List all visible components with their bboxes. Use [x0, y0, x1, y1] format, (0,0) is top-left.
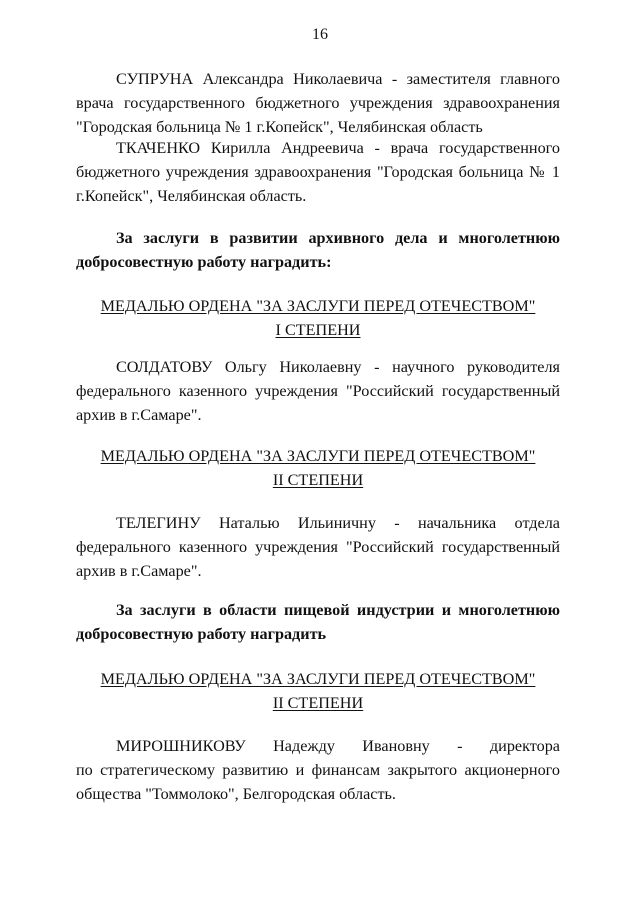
awardee-tkachenko	[76, 136, 560, 208]
section-heading-food	[76, 598, 560, 646]
medal-title: МЕДАЛЬЮ ОРДЕНА "ЗА ЗАСЛУГИ ПЕРЕД ОТЕЧЕСТВОМ"	[100, 297, 536, 315]
awardee-line: врача государственного бюджетного учреждения здравоохранения	[76, 94, 560, 112]
section-line: За заслуги в области пищевой индустрии и многолетнюю	[116, 601, 560, 619]
awardee-line: федерального казенного учреждения "Российский государственный	[76, 382, 560, 400]
medal-degree: II СТЕПЕНИ	[272, 471, 364, 489]
medal-heading-3	[76, 667, 560, 715]
awardee-line: бюджетного учреждения здравоохранения "Городская больница № 1	[76, 163, 560, 181]
awardee-line: ТЕЛЕГИНУ Наталью Ильиничну - начальника отдела	[116, 514, 560, 532]
section-line: За заслуги в развитии архивного дела и многолетнюю	[116, 229, 560, 247]
medal-heading-1	[76, 294, 560, 342]
awardee-line: архив в г.Самаре".	[76, 406, 202, 424]
awardee-line: ТКАЧЕНКО Кирилла Андреевича - врача государственного	[116, 139, 560, 157]
medal-degree: II СТЕПЕНИ	[272, 694, 364, 712]
medal-degree: I СТЕПЕНИ	[275, 321, 361, 339]
awardee-line: по стратегическому развитию и финансам закрытого акционерного	[76, 761, 560, 779]
section-line: добросовестную работу наградить	[76, 625, 327, 643]
awardee-miroshnikova	[76, 734, 560, 806]
awardee-line: СУПРУНА Александра Николаевича - заместителя главного	[116, 70, 560, 88]
awardee-line: СОЛДАТОВУ Ольгу Николаевну - научного руководителя	[116, 358, 560, 376]
awardee-line: "Городская больница № 1 г.Копейск", Челябинская область	[76, 118, 483, 136]
awardee-telegina	[76, 511, 560, 583]
medal-title: МЕДАЛЬЮ ОРДЕНА "ЗА ЗАСЛУГИ ПЕРЕД ОТЕЧЕСТВОМ"	[100, 447, 536, 465]
section-line: добросовестную работу наградить:	[76, 253, 332, 271]
awardee-line: архив в г.Самаре".	[76, 562, 202, 580]
awardee-line: федерального казенного учреждения "Российский государственный	[76, 538, 560, 556]
awardee-soldatova	[76, 355, 560, 427]
awardee-line: общества "Томмолоко", Белгородская область.	[76, 785, 396, 803]
awardee-line: МИРОШНИКОВУ Надежду Ивановну - директора	[116, 737, 560, 755]
page-number: 16	[312, 26, 328, 43]
awardee-suprun	[76, 67, 560, 139]
section-heading-archive	[76, 226, 560, 274]
medal-heading-2	[76, 444, 560, 492]
medal-title: МЕДАЛЬЮ ОРДЕНА "ЗА ЗАСЛУГИ ПЕРЕД ОТЕЧЕСТВОМ"	[100, 670, 536, 688]
awardee-line: г.Копейск", Челябинская область.	[76, 187, 307, 205]
